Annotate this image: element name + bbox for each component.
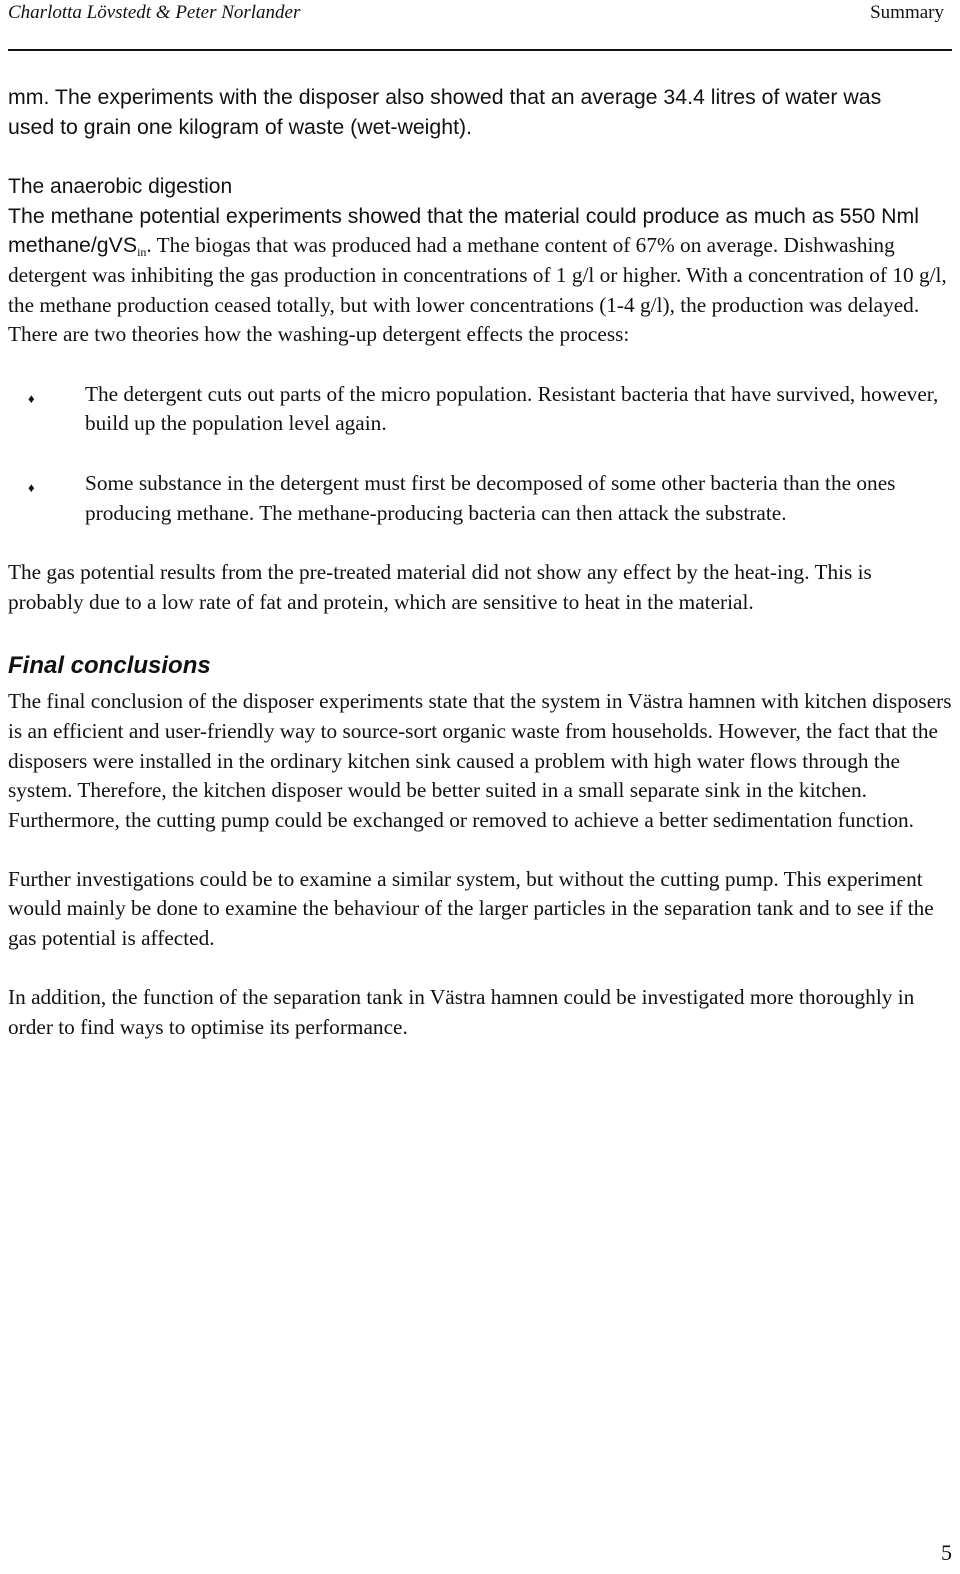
- list-item: [8, 469, 952, 528]
- anaerobic-subscript: in: [137, 245, 147, 260]
- header-divider: [8, 49, 952, 51]
- intro-line-1: mm. The experiments with the disposer also showed that an average 34.4 litres of water was: [8, 85, 882, 109]
- intro-line-2: used to grain one kilogram of waste (wet-weight).: [8, 114, 473, 139]
- anaerobic-text-2: 550 Nml methane/gVS: [8, 203, 919, 258]
- anaerobic-text-3: . The biogas that was produced had a methane content of 67% on average. Dishwashing detergent was inhibiting the gas production in concentrations of 1 g/l or higher. With a concentration of 10 g/l, the methane production ceased totally, but with lower concentrations (1-4 g/l), the production was delayed. There are two theories how the washing-up detergent effects the process:: [8, 233, 947, 347]
- final-conclusions-heading: Final conclusions: [8, 652, 211, 680]
- list-item-text: The detergent cuts out parts of the micro population. Resistant bacteria that have survived, however, build up the population level again.: [85, 381, 939, 436]
- list-item-text: Some substance in the detergent must first be decomposed of some other bacteria than the ones producing methane. The methane-producing bacteria can then attack the substrate.: [85, 470, 896, 525]
- page-content: [8, 83, 952, 1042]
- header-authors: Charlotta Lövstedt & Peter Norlander: [8, 2, 301, 23]
- anaerobic-text-1: The methane potential experiments showed that the material could produce as much as: [8, 203, 835, 228]
- running-header: [8, 0, 952, 26]
- anaerobic-paragraph: [8, 202, 952, 350]
- gas-potential-paragraph: The gas potential results from the pre-treated material did not show any effect by the heat-ing. This is probably due to a low rate of fat and protein, which are sensitive to heat in the material.: [8, 560, 872, 614]
- diamond-bullet-icon: ♦: [28, 479, 35, 495]
- final-conclusions-paragraph-1: The final conclusion of the disposer experiments state that the system in Västra hamnen with kitchen disposers is an efficient and user-friendly way to source-sort organic waste from households. However, the fact that the disposers were installed in the ordinary kitchen sink caused a problem with high water flows through the system. Therefore, the kitchen disposer would be better suited in a small separate sink in the kitchen. Furthermore, the cutting pump could be exchanged or removed to achieve a better sedimentation function.: [8, 689, 952, 832]
- page-number: 5: [941, 1540, 952, 1565]
- anaerobic-digestion-heading: The anaerobic digestion: [8, 175, 233, 199]
- list-item: [8, 380, 952, 439]
- diamond-bullet-icon: ♦: [28, 390, 35, 406]
- intro-paragraph: [8, 83, 952, 142]
- final-conclusions-paragraph-3: In addition, the function of the separation tank in Västra hamnen could be investigated more thoroughly in order to find ways to optimise its performance.: [8, 985, 915, 1039]
- theories-list: [8, 380, 952, 528]
- final-conclusions-paragraph-2: Further investigations could be to examine a similar system, but without the cutting pump. This experiment would mainly be done to examine the behaviour of the larger particles in the separation tank and to see if the gas potential is affected.: [8, 866, 934, 951]
- header-section-title: Summary: [870, 2, 944, 23]
